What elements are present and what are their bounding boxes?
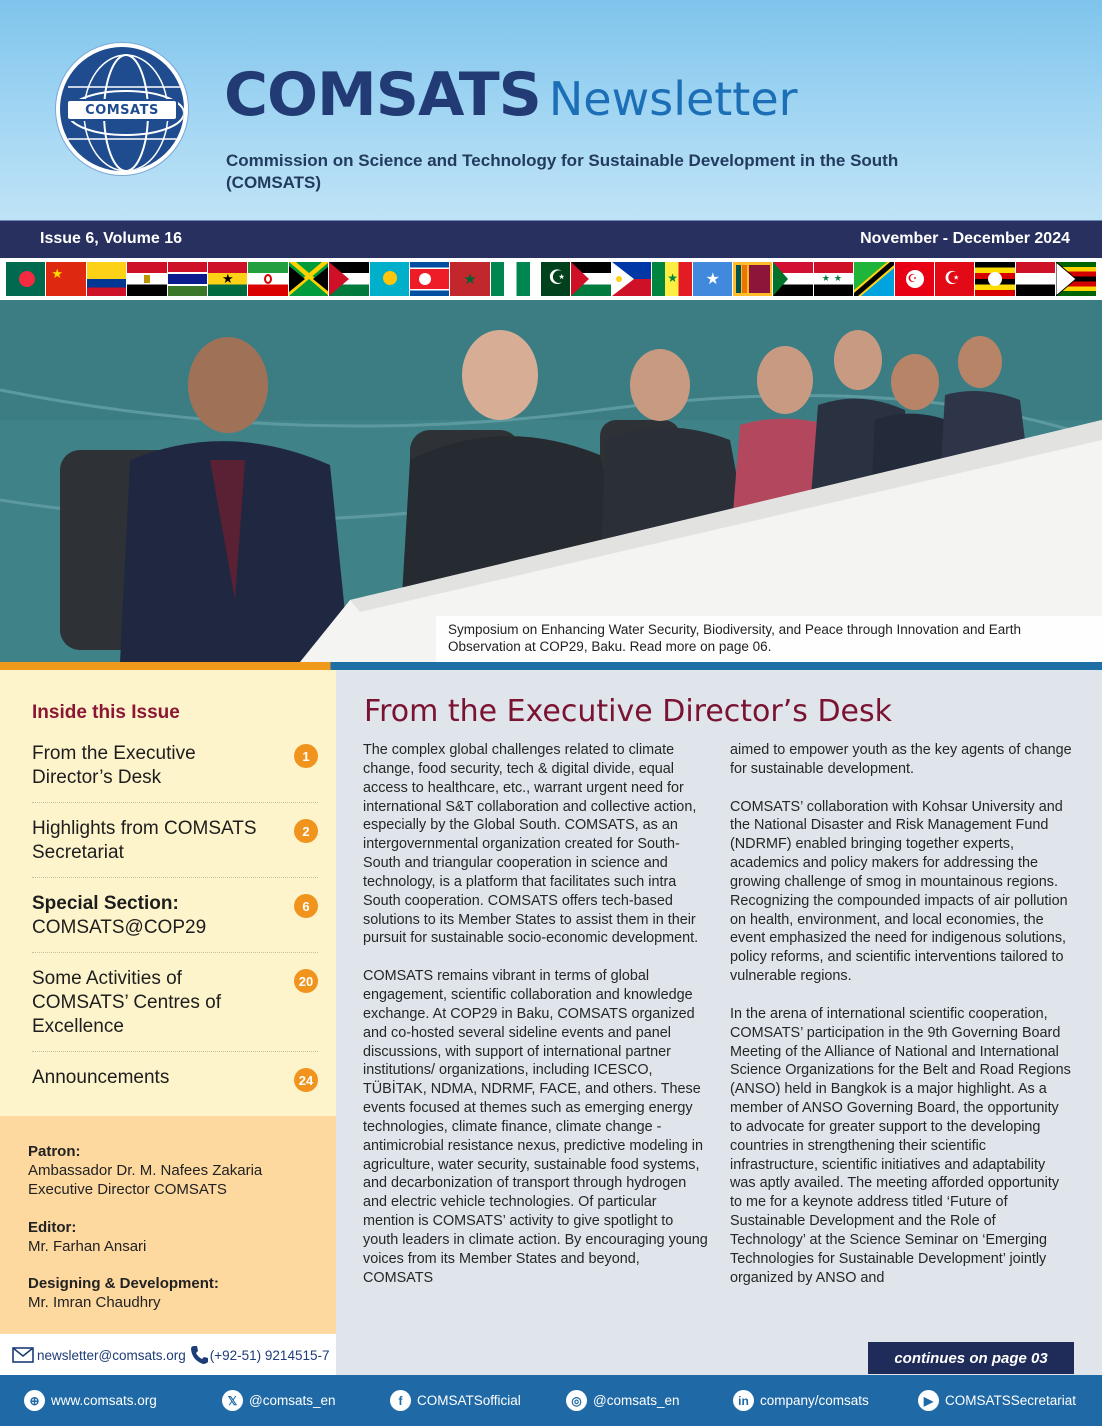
globe-icon: ⊕ bbox=[24, 1390, 45, 1411]
photo-caption: Symposium on Enhancing Water Security, Biodiversity, and Peace through Innovation and Earth Observation at COP29, Baku. Read more on page 06. bbox=[448, 622, 1022, 654]
issue-number: Issue 6, Volume 16 bbox=[40, 230, 182, 247]
flag-colombia-icon bbox=[87, 262, 126, 296]
flag-tunisia-icon: ☪ bbox=[895, 262, 934, 296]
flag-yemen-icon bbox=[1016, 262, 1055, 296]
article-paragraph: COMSATS remains vibrant in terms of global engagement, scientific collaboration and knowledge exchange. At COP29 in Baku, COMSATS organized and co-hosted several sideline events and panel discussions, with support of international partner institutions/ organizations, including ICESCO, TÜBİTAK, NDMA, NDRMF, FACE, and others. These events focused at themes such as emerging energy technologies, climate finance, climate change - antimicrobial resistance nexus, predictive modeling in agriculture, water security, sustainable food systems, and decarbonization of transport through hydrogen and electric vehicle technologies. Of particular mention is COMSATS’ activity to give spotlight to youth leaders in climate action. By encouraging young voices from its Member States and beyond, COMSATS bbox=[363, 968, 708, 1286]
title-main: COMSATS bbox=[224, 60, 541, 130]
footer-x[interactable]: 𝕏 @comsats_en bbox=[222, 1390, 336, 1411]
flag-jamaica-icon bbox=[289, 262, 328, 296]
continues-link[interactable]: continues on page 03 bbox=[868, 1342, 1074, 1374]
toc-page-badge: 20 bbox=[294, 969, 318, 993]
flag-sudan-icon bbox=[773, 262, 812, 296]
flag-sri-lanka-icon bbox=[733, 262, 772, 296]
flag-dprk-icon bbox=[410, 262, 449, 296]
youtube-icon: ▶ bbox=[918, 1390, 939, 1411]
toc-page-badge: 2 bbox=[294, 819, 318, 843]
toc-item-label: Announcements bbox=[32, 1067, 170, 1088]
x-icon: 𝕏 bbox=[222, 1390, 243, 1411]
toc-item-label: Highlights from COMSATS Secretariat bbox=[32, 818, 257, 863]
flag-palestine-icon bbox=[571, 262, 610, 296]
section-divider bbox=[0, 662, 1102, 670]
footer-youtube[interactable]: ▶ COMSATSSecretariat bbox=[918, 1390, 1076, 1411]
article-title: From the Executive Director’s Desk bbox=[364, 694, 893, 729]
comsats-logo bbox=[56, 43, 188, 175]
article-column-2 bbox=[730, 741, 1072, 1306]
footer-bar bbox=[0, 1375, 1102, 1426]
flag-egypt-icon bbox=[127, 262, 166, 296]
member-state-flags bbox=[0, 262, 1102, 298]
toc-item[interactable] bbox=[32, 815, 318, 878]
article-paragraph: COMSATS’ collaboration with Kohsar University and the National Disaster and Risk Management Fund (NDRMF) enabled bringing together experts, academics and policy makers for addressing the growing challenge of smog in mountainous regions. Recognizing the compounded impacts of air pollution on health, environment, and local economies, the event emphasized the need for indigenous solutions, policy reforms, and scientific interventions tailored to vulnerable regions. bbox=[730, 798, 1068, 985]
flag-kazakhstan-icon bbox=[370, 262, 409, 296]
flag-uganda-icon bbox=[975, 262, 1014, 296]
flag-turkiye-icon: ☪ bbox=[935, 262, 974, 296]
facebook-icon: f bbox=[390, 1390, 411, 1411]
flag-senegal-icon: ★ bbox=[652, 262, 691, 296]
phone-icon bbox=[190, 1345, 208, 1365]
toc-item[interactable] bbox=[32, 965, 318, 1052]
flag-nigeria-icon bbox=[491, 262, 530, 296]
issue-bar bbox=[0, 220, 1102, 258]
inside-issue-heading: Inside this Issue bbox=[32, 702, 180, 723]
footer-website[interactable]: ⊕ www.comsats.org bbox=[24, 1390, 157, 1411]
flag-philippines-icon bbox=[612, 262, 651, 296]
toc-item-label: From the Executive Director’s Desk bbox=[32, 743, 196, 788]
flag-ghana-icon: ★ bbox=[208, 262, 247, 296]
design-credit: Designing & Development: Mr. Imran Chaudhry bbox=[28, 1275, 219, 1311]
title-sub: Newsletter bbox=[548, 72, 798, 126]
email-link[interactable]: newsletter@comsats.org bbox=[37, 1347, 186, 1363]
linkedin-icon: in bbox=[733, 1390, 754, 1411]
footer-linkedin[interactable]: in company/comsats bbox=[733, 1390, 869, 1411]
instagram-icon: ◎ bbox=[566, 1390, 587, 1411]
flag-jordan-icon bbox=[329, 262, 368, 296]
flag-gambia-icon bbox=[168, 262, 207, 296]
flag-morocco-icon: ★ bbox=[450, 262, 489, 296]
toc-item[interactable] bbox=[32, 1064, 318, 1102]
email-icon bbox=[12, 1347, 34, 1363]
editor-credit: Editor: Mr. Farhan Ansari bbox=[28, 1219, 147, 1255]
cop29-event-photo bbox=[0, 300, 1102, 662]
contact-info bbox=[12, 1342, 342, 1368]
phone-number[interactable]: (+92-51) 9214515-7 bbox=[209, 1347, 330, 1363]
logo-text: COMSATS bbox=[85, 102, 159, 118]
flag-pakistan-icon: ☪ bbox=[531, 262, 570, 296]
article-paragraph: aimed to empower youth as the key agents of change for sustainable development. bbox=[730, 742, 1072, 777]
toc-page-badge: 1 bbox=[294, 744, 318, 768]
footer-facebook[interactable]: f COMSATSofficial bbox=[390, 1390, 521, 1411]
toc-item-label: Some Activities of COMSATS’ Centres of Excellence bbox=[32, 968, 221, 1037]
flag-syria-icon: ★★ bbox=[814, 262, 853, 296]
flag-iran-icon bbox=[248, 262, 287, 296]
table-of-contents bbox=[32, 740, 318, 1114]
article-column-1 bbox=[363, 741, 709, 1306]
commission-name: Commission on Science and Technology for Sustainable Development in the South (COMSATS) bbox=[226, 151, 899, 192]
newsletter-title bbox=[224, 60, 798, 140]
toc-page-badge: 6 bbox=[294, 894, 318, 918]
article-paragraph: The complex global challenges related to climate change, food security, tech & digital divide, equal access to healthcare, etc., warrant urgent need for international S&T collaboration and collective action, especially by the Global South. COMSATS, as an intergovernmental organization created for South-South and triangular cooperation in science and technology, is a platform that facilitates such intra South cooperation. COMSATS offers tech-based solutions to its Member States to assist them in their pursuit for sustainable socio-economic development. bbox=[363, 742, 699, 947]
flag-china-icon: ★ bbox=[46, 262, 85, 296]
footer-instagram[interactable]: ◎ @comsats_en bbox=[566, 1390, 680, 1411]
toc-item[interactable] bbox=[32, 740, 318, 803]
toc-item-bold-label: Special Section: bbox=[32, 893, 179, 914]
flag-somalia-icon: ★ bbox=[693, 262, 732, 296]
flag-zimbabwe-icon bbox=[1056, 262, 1095, 296]
credits-panel bbox=[0, 1116, 336, 1334]
masthead bbox=[0, 0, 1102, 220]
inside-this-issue-panel bbox=[0, 670, 336, 1116]
executive-director-article bbox=[336, 670, 1102, 1375]
flag-bangladesh-icon bbox=[6, 262, 45, 296]
toc-page-badge: 24 bbox=[294, 1068, 318, 1092]
toc-item[interactable] bbox=[32, 890, 318, 953]
patron-credit: Patron: Ambassador Dr. M. Nafees Zakaria Executive Director COMSATS bbox=[28, 1143, 263, 1198]
article-paragraph: In the arena of international scientific cooperation, COMSATS’ participation in the 9th Governing Board Meeting of the Alliance of National and International Science Organizations for the Belt and Road Regions (ANSO) held in Bangkok is a major highlight. As a member of ANSO Governing Board, the opportunity to advocate for greater support to the developing countries in strengthening their scientific infrastructure, scientific initiatives and adaptability was aptly availed. The meeting afforded opportunity to me for a keynote address titled ‘Future of Sustainable Development and the Role of Technology’ at the Science Seminar on ‘Emerging Technologies for Sustainable Development’ jointly organized by ANSO and bbox=[730, 1005, 1071, 1286]
toc-item-label: COMSATS@COP29 bbox=[32, 917, 207, 938]
flag-tanzania-icon bbox=[854, 262, 893, 296]
issue-date: November - December 2024 bbox=[860, 230, 1070, 247]
